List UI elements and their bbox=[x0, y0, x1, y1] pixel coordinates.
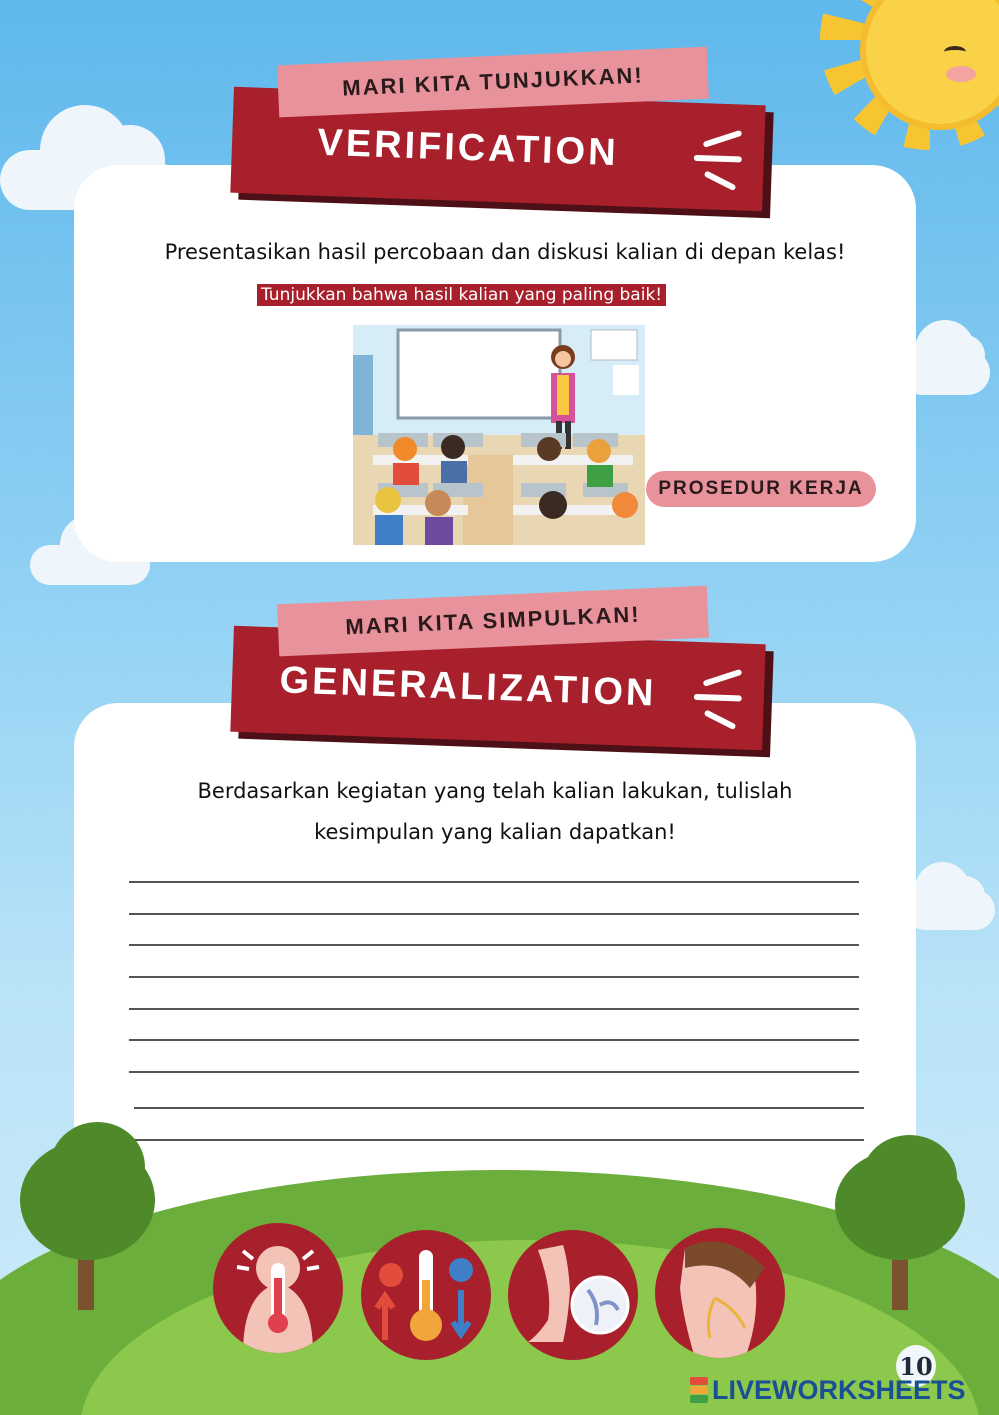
answer-line[interactable] bbox=[129, 944, 859, 946]
answer-line[interactable] bbox=[129, 976, 859, 978]
face-nerve-icon bbox=[655, 1228, 785, 1358]
branding-text: LIVEWORKSHEETS bbox=[712, 1374, 966, 1405]
verification-highlight: Tunjukkan bahwa hasil kalian yang paling baik! bbox=[257, 284, 666, 306]
verification-instruction: Presentasikan hasil percobaan dan diskusi kalian di depan kelas! bbox=[164, 240, 846, 264]
hot-cold-thermometer-icon bbox=[361, 1230, 491, 1360]
verification-title: VERIFICATION bbox=[316, 121, 620, 174]
generalization-instruction-line1: Berdasarkan kegiatan yang telah kalian lakukan, tulislah bbox=[197, 779, 793, 803]
leg-blood-vessel-icon bbox=[508, 1230, 638, 1360]
tree-icon bbox=[862, 1135, 957, 1220]
answer-line[interactable] bbox=[129, 1071, 859, 1073]
page-number: 10 bbox=[896, 1345, 936, 1387]
classroom-illustration bbox=[353, 325, 645, 545]
answer-line[interactable] bbox=[129, 1008, 859, 1010]
generalization-instruction-line2: kesimpulan yang kalian dapatkan! bbox=[314, 820, 676, 844]
answer-line[interactable] bbox=[129, 1039, 859, 1041]
prosedur-kerja-button[interactable]: PROSEDUR KERJA bbox=[646, 471, 876, 507]
tree-icon bbox=[50, 1122, 145, 1212]
liveworksheets-icon bbox=[690, 1377, 708, 1403]
answer-line[interactable] bbox=[129, 881, 859, 883]
answer-line[interactable] bbox=[129, 913, 859, 915]
liveworksheets-logo bbox=[690, 1374, 966, 1406]
answer-line[interactable] bbox=[134, 1139, 864, 1141]
cloud bbox=[905, 890, 995, 930]
generalization-title: GENERALIZATION bbox=[278, 658, 658, 715]
generalization-tag: MARI KITA SIMPULKAN! bbox=[277, 586, 709, 657]
fever-thermometer-icon bbox=[213, 1223, 343, 1353]
answer-line[interactable] bbox=[134, 1107, 864, 1109]
verification-tag: MARI KITA TUNJUKKAN! bbox=[277, 47, 709, 118]
